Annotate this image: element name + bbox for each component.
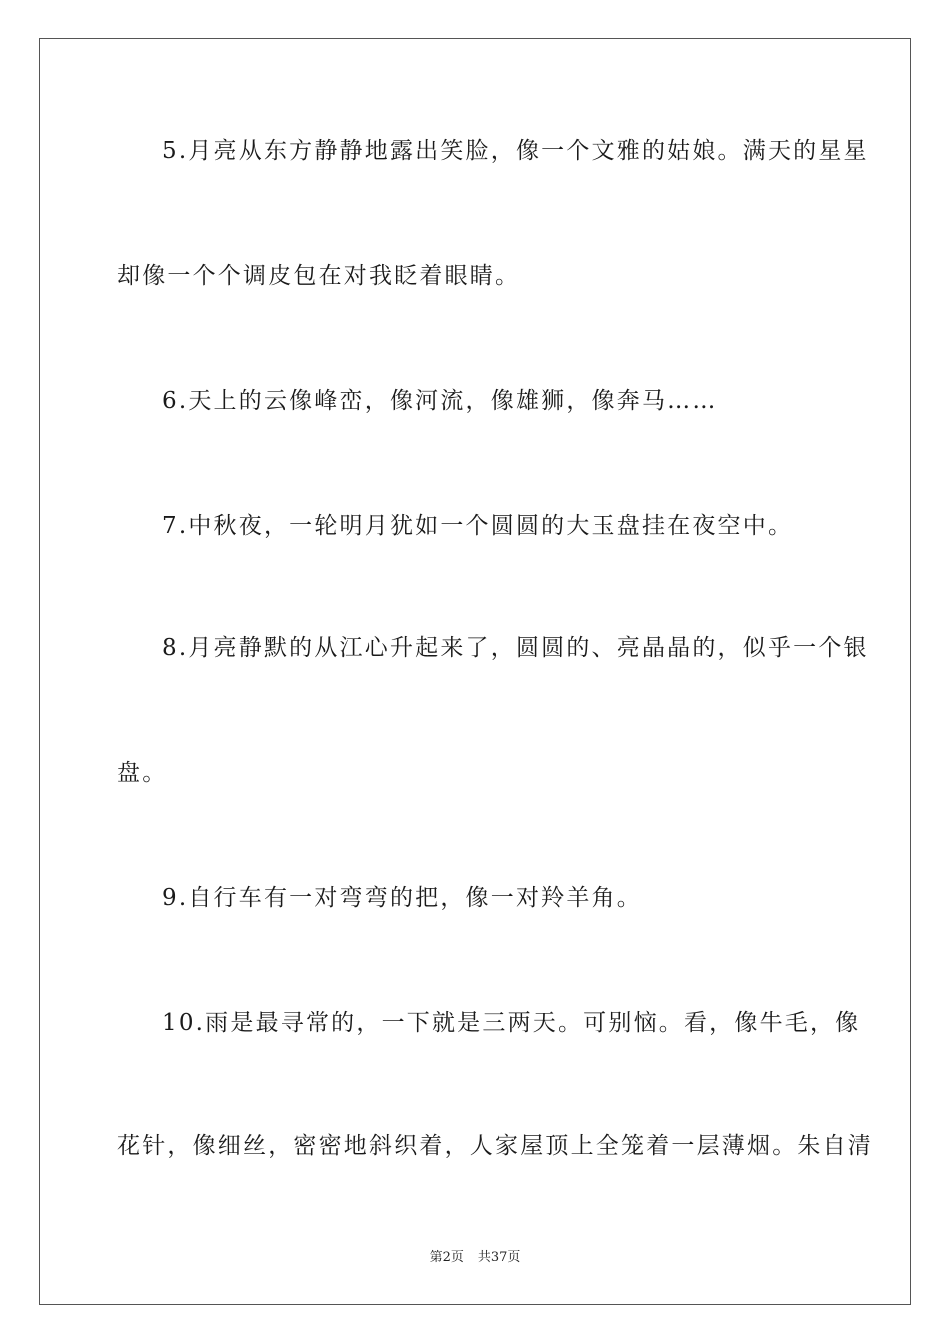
paragraph-10-line-1: 10.雨是最寻常的，一下就是三两天。可别恼。看，像牛毛，像: [162, 1010, 861, 1036]
paragraph-8-line-2: 盘。: [117, 760, 168, 786]
paragraph-10-line-2: 花针，像细丝，密密地斜织着，人家屋顶上全笼着一层薄烟。朱自清: [117, 1133, 873, 1159]
paragraph-5-line-1: 5.月亮从东方静静地露出笑脸，像一个文雅的姑娘。满天的星星: [162, 138, 869, 164]
paragraph-8-line-1: 8.月亮静默的从江心升起来了，圆圆的、亮晶晶的，似乎一个银: [162, 635, 869, 661]
total-page-count: 共37页: [477, 1250, 521, 1265]
current-page-number: 第2页: [429, 1250, 464, 1265]
page-frame: [39, 38, 911, 1305]
paragraph-5-line-2: 却像一个个调皮包在对我眨着眼睛。: [117, 263, 521, 289]
paragraph-9-line-1: 9.自行车有一对弯弯的把，像一对羚羊角。: [162, 885, 642, 911]
paragraph-6-line-1: 6.天上的云像峰峦，像河流，像雄狮，像奔马……: [162, 388, 718, 414]
page-footer: [0, 1246, 950, 1265]
paragraph-7-line-1: 7.中秋夜，一轮明月犹如一个圆圆的大玉盘挂在夜空中。: [162, 513, 794, 539]
